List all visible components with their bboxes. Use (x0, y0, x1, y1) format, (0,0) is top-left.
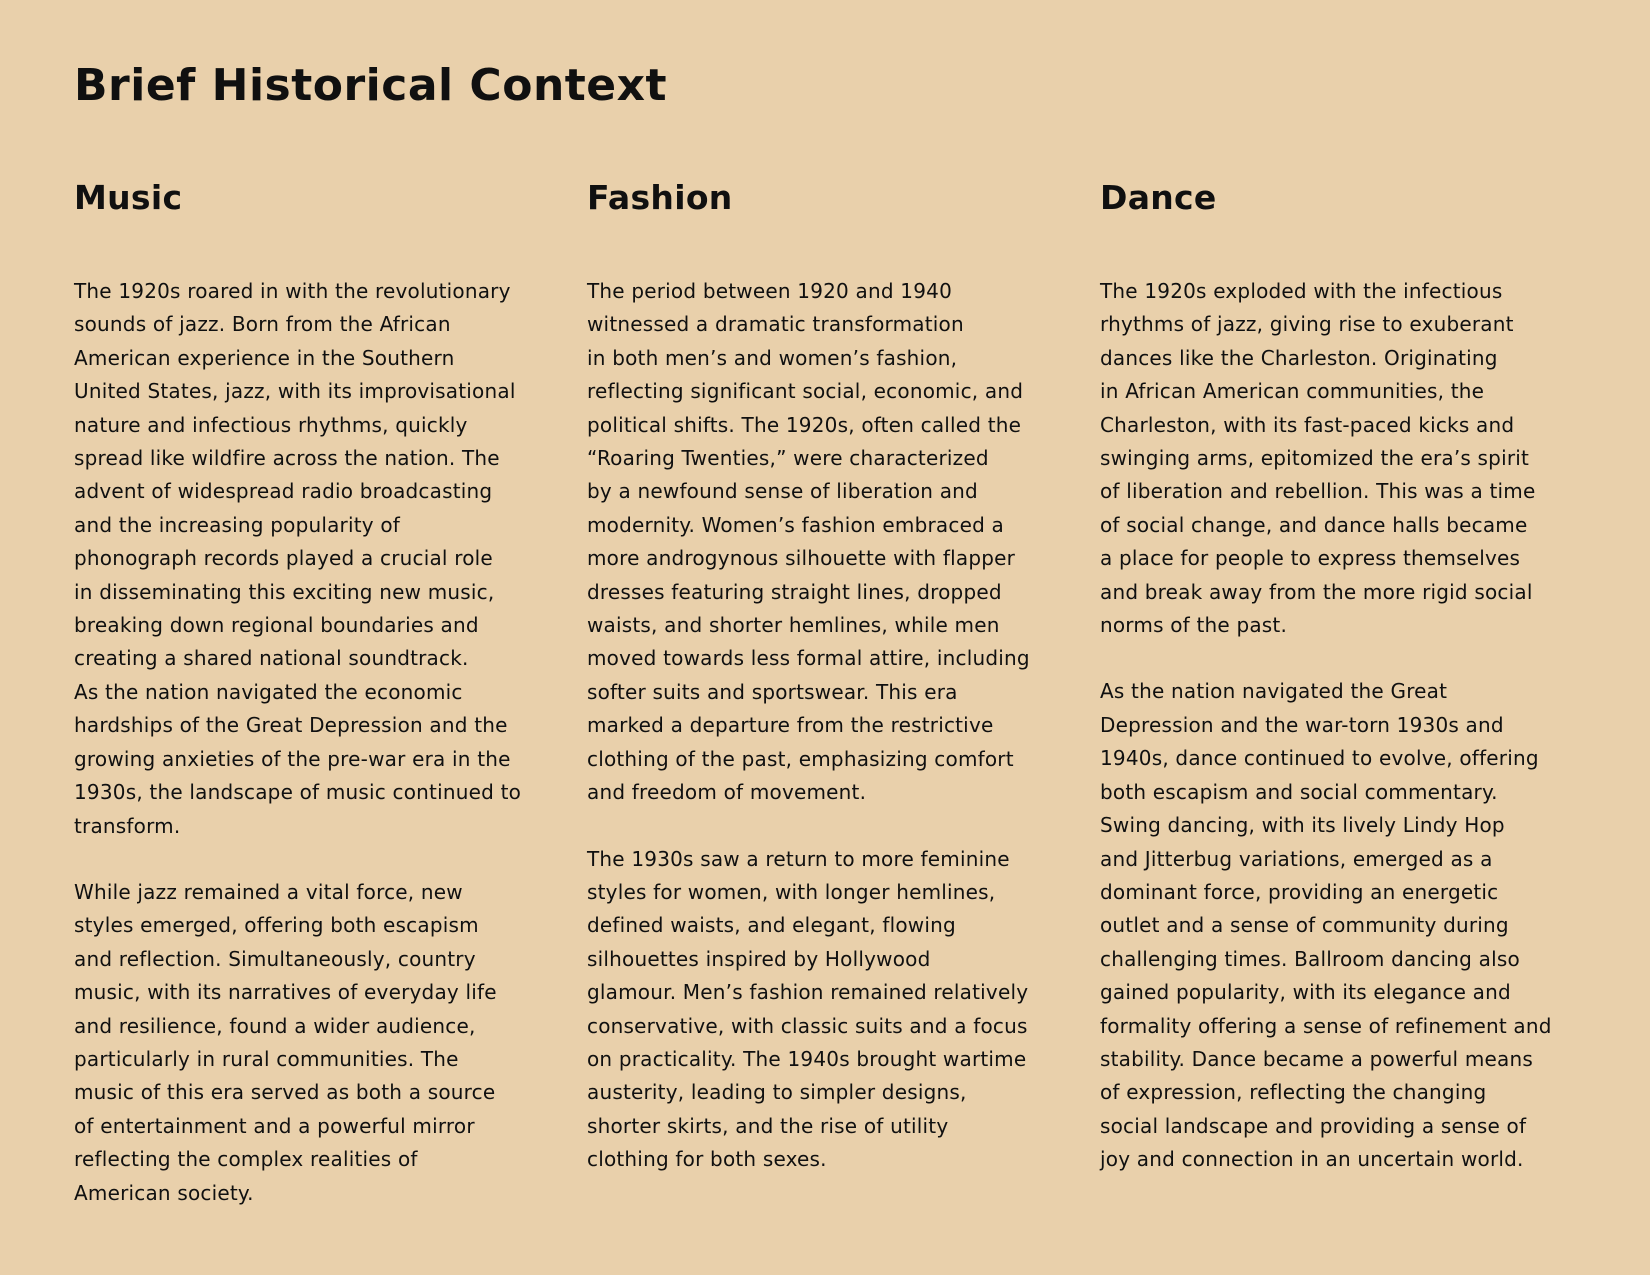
music-paragraph-1 (74, 275, 564, 676)
text-line: and break away from the more rigid social (1100, 579, 1533, 604)
text-line: modernity. Women’s fashion embraced a (587, 512, 1004, 537)
dance-body (1100, 275, 1590, 1177)
text-line: dresses featuring straight lines, dropped (587, 579, 1002, 604)
text-line: The 1920s roared in with the revolutionary (74, 279, 511, 303)
text-line: United States, jazz, with its improvisational (74, 379, 516, 404)
text-line: dominant force, providing an energetic (1100, 879, 1499, 904)
text-line: gained popularity, with its elegance and (1100, 980, 1511, 1005)
text-line: spread like wildfire across the nation. The (74, 446, 500, 471)
text-line: styles for women, with longer hemlines, (587, 879, 996, 904)
text-line: American experience in the Southern (74, 345, 455, 370)
text-line: of social change, and dance halls became (1100, 512, 1528, 537)
text-line: both escapism and social commentary. (1100, 779, 1498, 804)
text-line: political shifts. The 1920s, often called the (587, 412, 1022, 437)
fashion-body (587, 275, 1077, 1177)
text-line: phonograph records played a crucial role (74, 546, 493, 571)
dance-column (1100, 178, 1590, 1172)
text-line: and reflection. Simultaneously, country (74, 946, 476, 971)
dance-paragraph-2 (1100, 675, 1590, 1176)
text-line: advent of widespread radio broadcasting (74, 479, 493, 504)
text-line: silhouettes inspired by Hollywood (587, 946, 931, 971)
text-line: softer suits and sportswear. This era (587, 679, 958, 704)
music-paragraph-2 (74, 676, 564, 843)
text-line: glamour. Men’s fashion remained relatively (587, 980, 1029, 1005)
text-line: formality offering a sense of refinement and (1100, 1013, 1552, 1038)
text-line: of expression, reflecting the changing (1100, 1080, 1487, 1105)
text-line: stability. Dance became a powerful means (1100, 1046, 1534, 1071)
text-line: joy and connection in an uncertain world. (1100, 1147, 1524, 1172)
text-line: creating a shared national soundtrack. (74, 646, 469, 671)
text-line: growing anxieties of the pre-war era in the (74, 746, 511, 771)
text-line: norms of the past. (1100, 613, 1288, 638)
fashion-paragraph-1 (587, 275, 1077, 810)
text-line: in disseminating this exciting new music, (74, 579, 495, 604)
text-line: Charleston, with its fast-paced kicks and (1100, 412, 1515, 437)
text-line: Swing dancing, with its lively Lindy Hop (1100, 813, 1505, 838)
fashion-heading: Fashion (587, 178, 733, 217)
text-line: clothing of the past, emphasizing comfort (587, 746, 1014, 771)
text-line: particularly in rural communities. The (74, 1046, 459, 1071)
text-line: a place for people to express themselves (1100, 546, 1521, 571)
text-line: styles emerged, offering both escapism (74, 913, 479, 938)
text-line: shorter skirts, and the rise of utility (587, 1113, 949, 1138)
text-line: marked a departure from the restrictive (587, 713, 994, 738)
text-line: and the increasing popularity of (74, 512, 401, 537)
text-line: American society. (74, 1180, 254, 1205)
text-line: While jazz remained a vital force, new (74, 879, 463, 904)
text-line: 1930s, the landscape of music continued to (74, 780, 522, 805)
text-line: defined waists, and elegant, flowing (587, 913, 956, 938)
text-line: “Roaring Twenties,” were characterized (587, 446, 989, 471)
text-line: in both men’s and women’s fashion, (587, 345, 958, 370)
text-line: hardships of the Great Depression and the (74, 713, 508, 738)
text-line: more androgynous silhouette with flapper (587, 546, 1016, 571)
music-paragraph-3 (74, 876, 564, 1210)
text-line: reflecting the complex realities of (74, 1147, 418, 1172)
text-line: challenging times. Ballroom dancing also (1100, 946, 1520, 971)
text-line: The 1930s saw a return to more feminine (587, 846, 1010, 871)
text-line: and resilience, found a wider audience, (74, 1013, 476, 1038)
text-line: As the nation navigated the Great (1100, 679, 1448, 704)
text-line: reflecting significant social, economic, and (587, 379, 1024, 404)
text-line: and Jitterbug variations, emerged as a (1100, 846, 1493, 871)
text-line: rhythms of jazz, giving rise to exuberant (1100, 312, 1514, 337)
text-line: breaking down regional boundaries and (74, 613, 479, 638)
text-line: 1940s, dance continued to evolve, offering (1100, 746, 1539, 771)
text-line: swinging arms, epitomized the era’s spirit (1100, 446, 1530, 471)
text-line: waists, and shorter hemlines, while men (587, 613, 1000, 638)
text-line: dances like the Charleston. Originating (1100, 345, 1498, 370)
text-line: music, with its narratives of everyday life (74, 980, 497, 1005)
text-line: in African American communities, the (1100, 379, 1485, 404)
text-line: moved towards less formal attire, including (587, 646, 1030, 671)
text-line: of liberation and rebellion. This was a time (1100, 479, 1536, 504)
text-line: music of this era served as both a source (74, 1080, 496, 1105)
dance-heading: Dance (1100, 178, 1217, 217)
text-line: and freedom of movement. (587, 780, 867, 805)
text-line: austerity, leading to simpler designs, (587, 1080, 967, 1105)
text-line: The period between 1920 and 1940 (587, 279, 953, 303)
text-line: of entertainment and a powerful mirror (74, 1113, 475, 1138)
text-line: outlet and a sense of community during (1100, 913, 1509, 938)
text-line: The 1920s exploded with the infectious (1100, 279, 1503, 303)
music-body (74, 275, 564, 1210)
text-line: Depression and the war-torn 1930s and (1100, 712, 1504, 737)
music-heading: Music (74, 178, 183, 217)
text-line: As the nation navigated the economic (74, 679, 463, 704)
text-line: by a newfound sense of liberation and (587, 479, 978, 504)
fashion-column (587, 178, 1077, 1172)
text-line: nature and infectious rhythms, quickly (74, 412, 468, 437)
text-line: sounds of jazz. Born from the African (74, 312, 451, 337)
music-column (74, 178, 564, 1205)
text-line: on practicality. The 1940s brought wartime (587, 1046, 1027, 1071)
page-title: Brief Historical Context (74, 60, 668, 111)
text-line: social landscape and providing a sense of (1100, 1113, 1527, 1138)
text-line: conservative, with classic suits and a focus (587, 1013, 1028, 1038)
text-line: witnessed a dramatic transformation (587, 312, 964, 337)
fashion-paragraph-2 (587, 843, 1077, 1177)
text-line: transform. (74, 813, 181, 838)
dance-paragraph-1 (1100, 275, 1590, 642)
text-line: clothing for both sexes. (587, 1147, 827, 1172)
